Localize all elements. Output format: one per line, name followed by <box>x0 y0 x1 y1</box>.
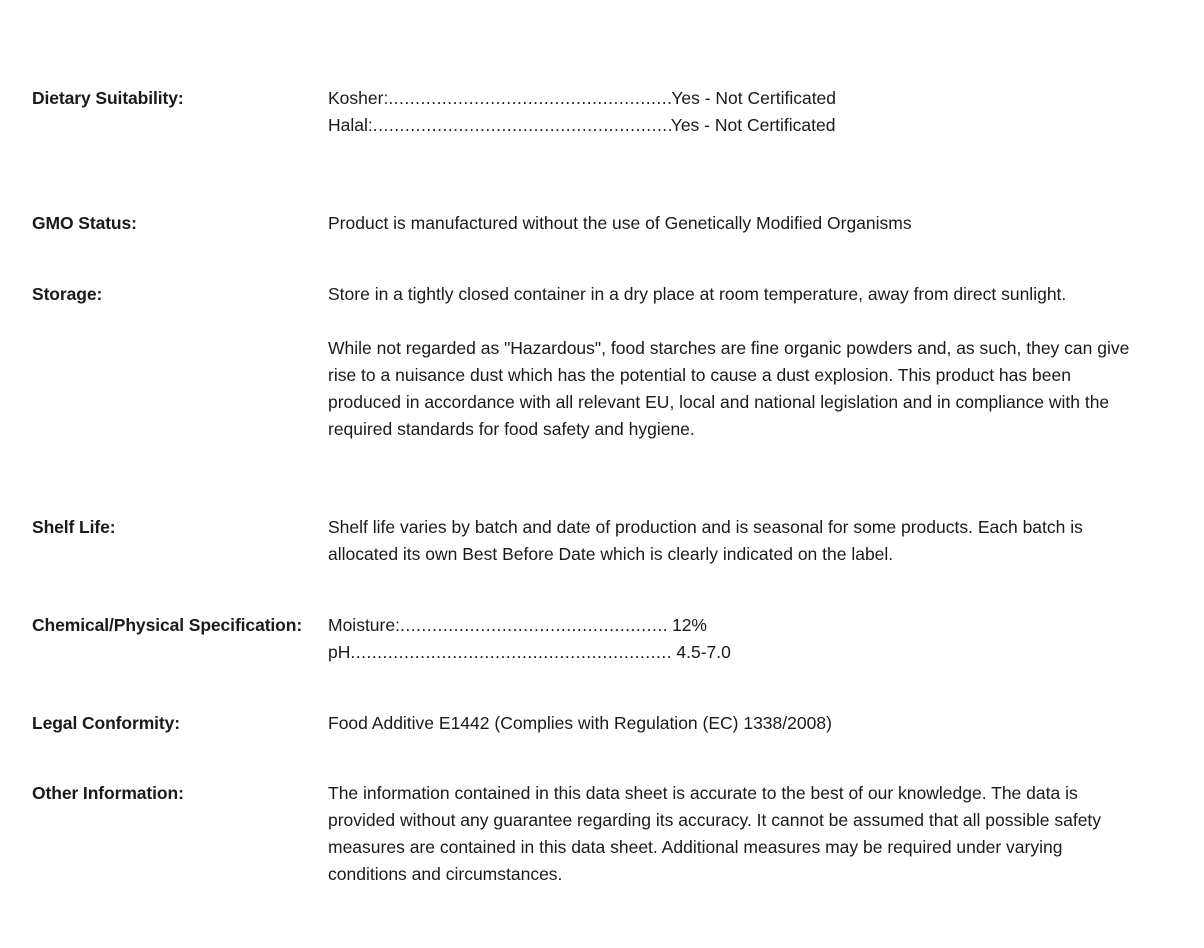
shelf-life-text: Shelf life varies by batch and date of production and is seasonal for some products. Each batch is allocated its own Best Before Date which is clearly indicated on the label. <box>328 517 1083 564</box>
halal-value: Yes - Not Certificated <box>670 115 836 135</box>
gmo-status-text: Product is manufactured without the use of Genetically Modified Organisms <box>328 213 912 233</box>
legal-conformity-text: Food Additive E1442 (Complies with Regulation (EC) 1338/2008) <box>328 713 832 733</box>
storage-paragraph: Store in a tightly closed container in a dry place at room temperature, away from direct sunlight. <box>328 284 1067 304</box>
specification-label: Chemical/Physical Specification: <box>32 615 303 635</box>
legal-conformity-label: Legal Conformity: <box>32 713 181 733</box>
moisture-row <box>328 612 1138 639</box>
specification-values <box>328 612 1138 666</box>
moisture-leader-dots <box>400 612 668 639</box>
halal-row <box>328 112 1138 139</box>
other-information-label: Other Information: <box>32 783 184 803</box>
kosher-name: Kosher: <box>328 88 389 108</box>
dietary-suitability-values <box>328 85 1138 139</box>
halal-name: Halal: <box>328 115 373 135</box>
storage-label: Storage: <box>32 284 103 304</box>
shelf-life-label: Shelf Life: <box>32 517 116 537</box>
ph-name: pH <box>328 642 351 662</box>
gmo-status-label: GMO Status: <box>32 213 137 233</box>
other-information-text: The information contained in this data sheet is accurate to the best of our knowledge. The data is provided without any guarantee regarding its accuracy. It cannot be assumed that all possible safety measures are contained in this data sheet. Additional measures may be required under varying conditions and circumstances. <box>328 783 1102 884</box>
dietary-suitability-label: Dietary Suitability: <box>32 88 184 108</box>
storage-text <box>328 281 1138 443</box>
moisture-name: Moisture: <box>328 615 400 635</box>
ph-row <box>328 639 1138 666</box>
ph-value: 4.5-7.0 <box>676 642 731 662</box>
moisture-value: 12% <box>671 615 707 635</box>
halal-leader-dots <box>373 112 671 139</box>
kosher-leader-dots <box>388 85 671 112</box>
ph-leader-dots <box>350 639 672 666</box>
kosher-row <box>328 85 1138 112</box>
kosher-value: Yes - Not Certificated <box>671 88 837 108</box>
storage-hazard-paragraph: While not regarded as "Hazardous", food starches are fine organic powders and, as such, they can give rise to a nuisance dust which has the potential to cause a dust explosion. This product has been produced in accordance with all relevant EU, local and national legislation and in compliance with the required standards for food safety and hygiene. <box>328 338 1130 439</box>
